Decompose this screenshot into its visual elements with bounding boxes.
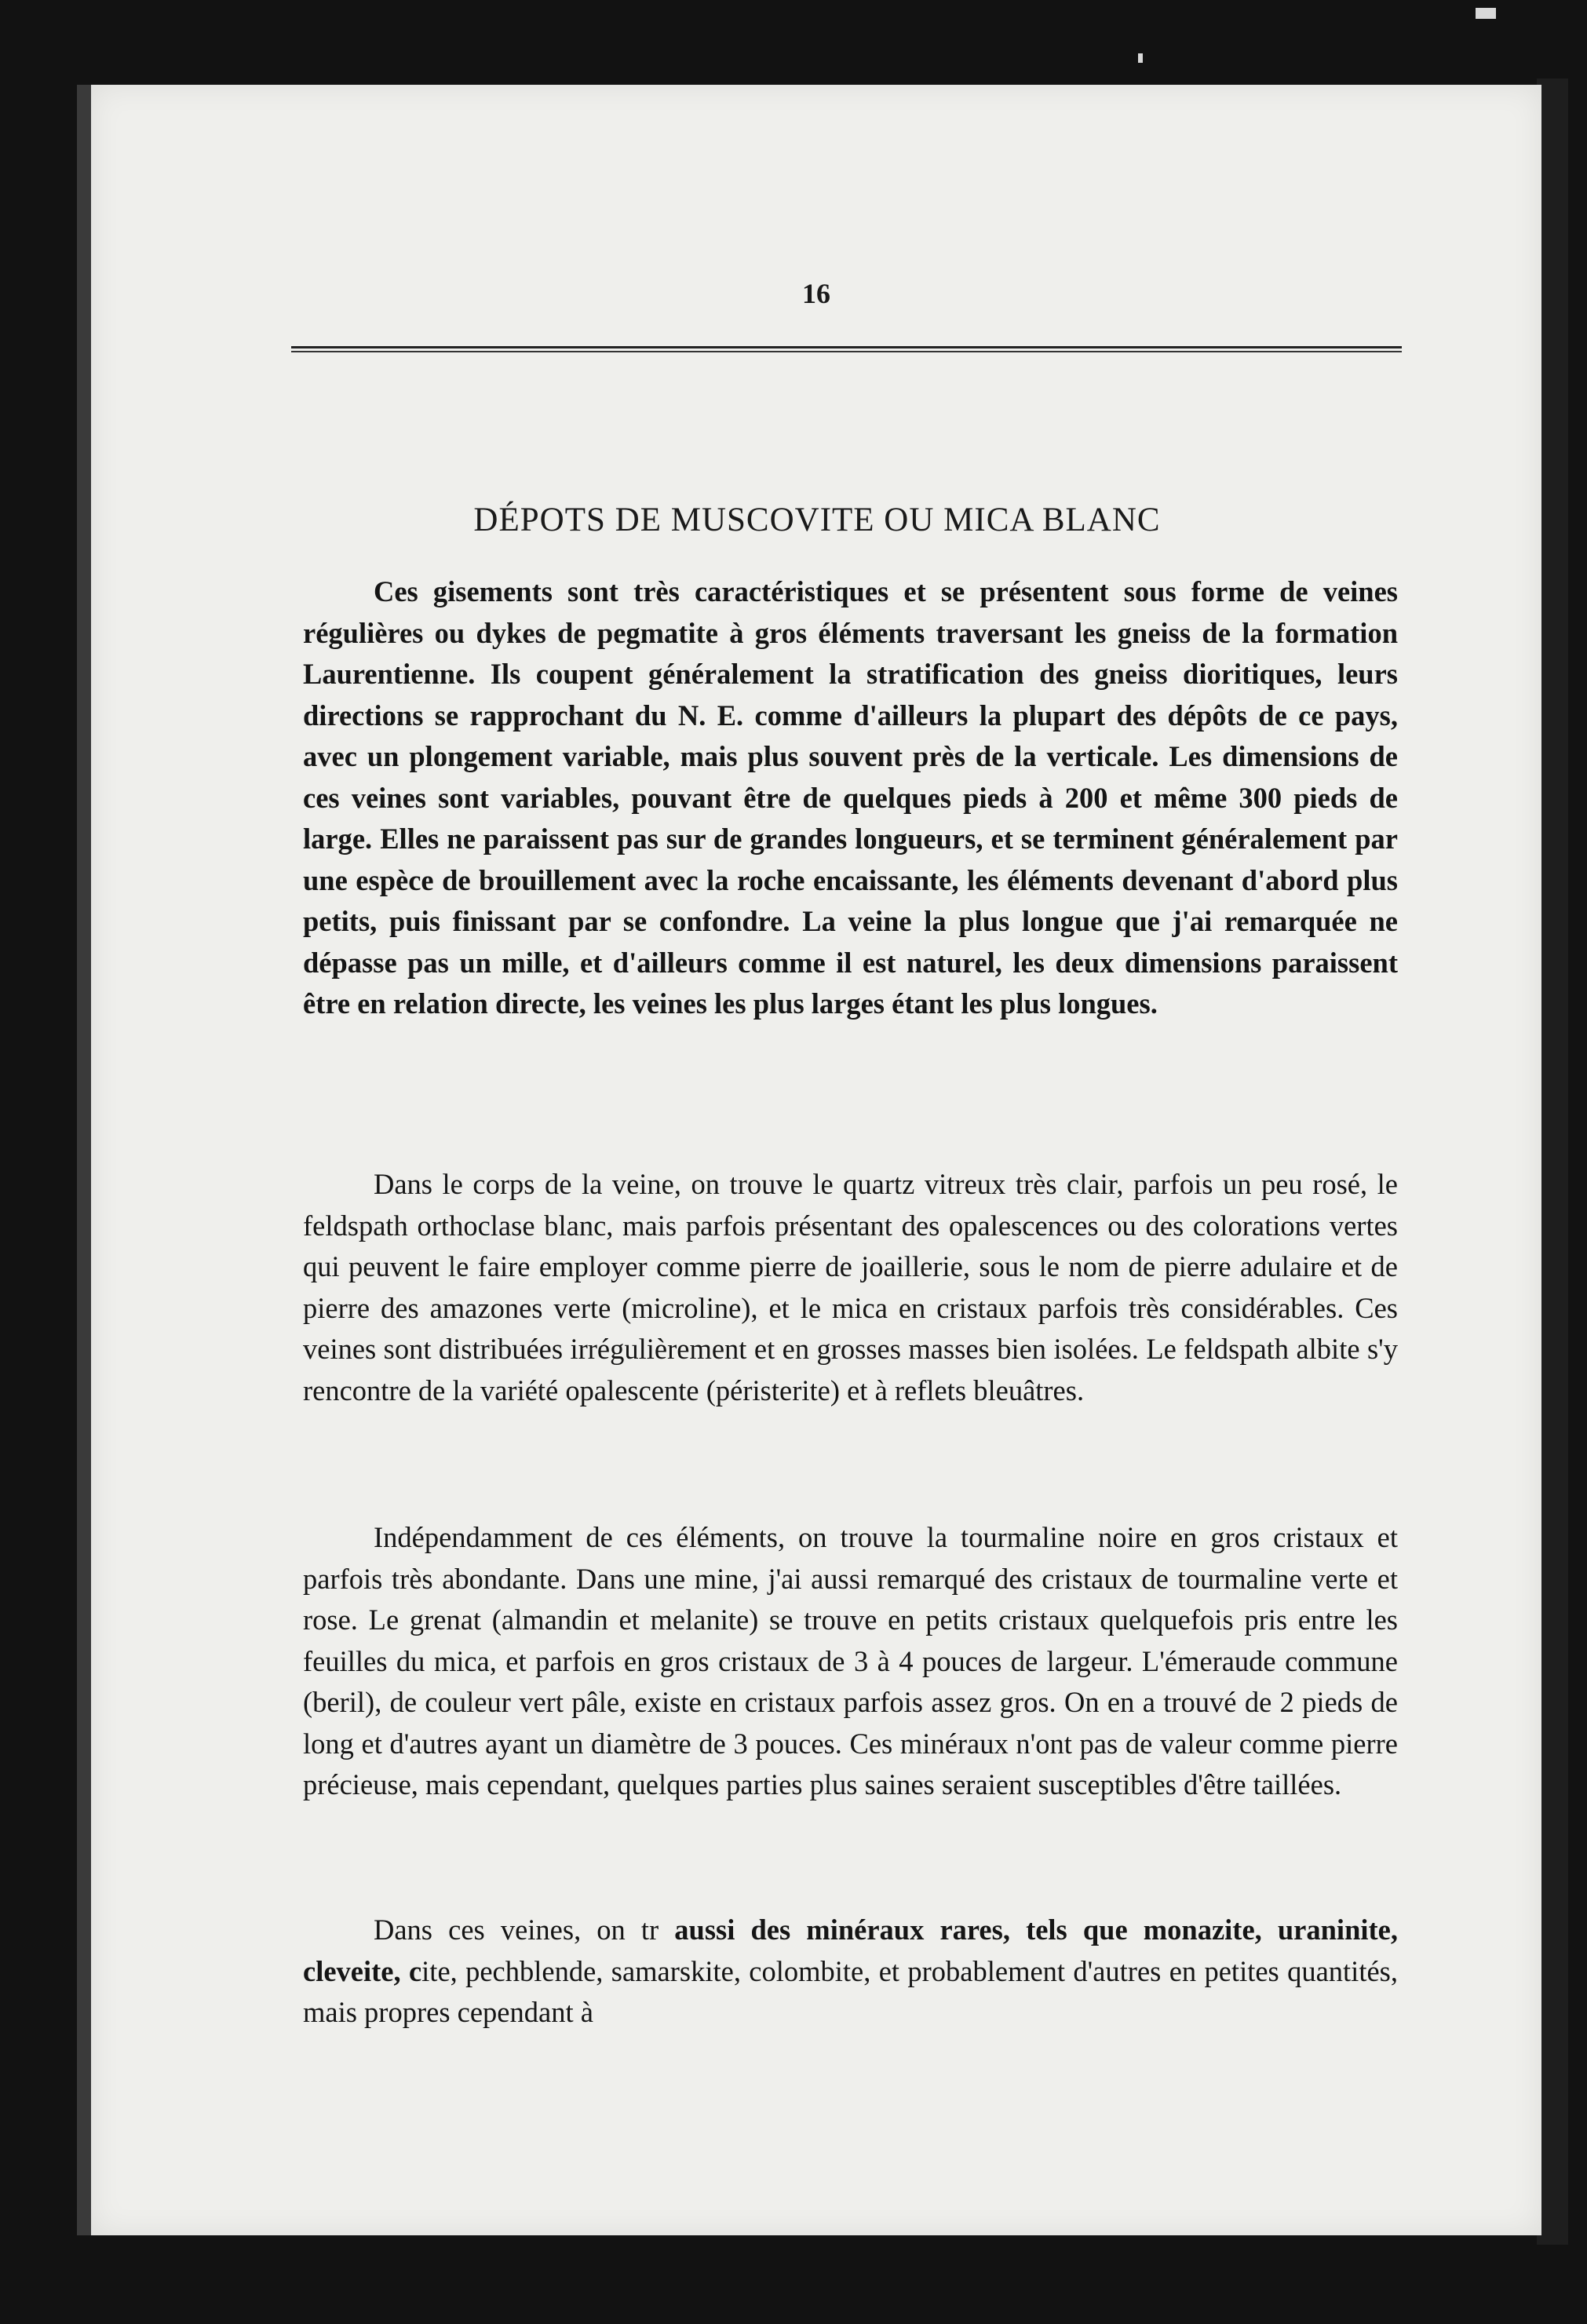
header-rule-thick <box>291 346 1402 348</box>
page-number: 16 <box>802 278 830 309</box>
scan-speck <box>1476 8 1496 19</box>
paragraph-3 <box>303 1517 1398 1806</box>
header-rule-thin <box>291 351 1402 352</box>
paragraph-2-text: Dans le corps de la veine, on trouve le quartz vitreux très clair, parfois un peu rosé, le feldspath orthoclase blanc, mais parfois présentant des opalescences ou des colorations vertes qui peuvent le faire employer comme pierre de joaillerie, sous le nom de pierre adulaire et de pierre des amazones verte (microline), et le mica en cristaux parfois très considérables. Ces veines sont distribuées irrégulièrement et en grosses masses bien isolées. Le feldspath albite s'y rencontre de la variété opalescente (péristerite) et à reflets bleuâtres. <box>303 1168 1398 1406</box>
header-rule <box>291 346 1402 354</box>
paragraph-4-bold: aussi des minéraux rares, tels que monazite, uraninite, cleveite, c <box>303 1914 1398 1987</box>
document-page <box>91 85 1541 2235</box>
paragraph-1-text: Ces gisements sont très caractéristiques et se présentent sous forme de veines régulières ou dykes de pegmatite à gros éléments traversant les gneiss de la formation Laurentienne. Ils coupent généralement la stratification des gneiss dioritiques, leurs directions se rapprochant du N. E. comme d'ailleurs la plupart des dépôts de ce pays, avec un plongement variable, mais plus souvent près de la verticale. Les dimensions de ces veines sont variables, pouvant être de quelques pieds à 200 et même 300 pieds de large. Elles ne paraissent pas sur de grandes longueurs, et se terminent généralement par une espèce de brouillement avec la roche encaissante, les éléments devenant d'abord plus petits, puis finissant par se confondre. La veine la plus longue que j'ai remarquée ne dépasse pas un mille, et d'ailleurs comme il est naturel, les deux dimensions paraissent être en relation directe, les veines les plus larges étant les plus longues. <box>303 575 1398 1020</box>
section-title: DÉPOTS DE MUSCOVITE OU MICA BLANC <box>473 502 1161 538</box>
paragraph-4-start: Dans ces veines, on tr <box>374 1914 659 1946</box>
paragraph-1 <box>303 571 1398 1025</box>
paragraph-4-end: ite, pechblende, samarskite, colombite, et probablement d'autres en petites quantités, mais propres cependant à <box>303 1954 1398 2028</box>
scan-speck <box>1138 53 1143 63</box>
scan-border-right <box>1537 78 1568 2245</box>
paragraph-2 <box>303 1164 1398 1411</box>
paragraph-4 <box>303 1910 1398 2034</box>
paragraph-4-text <box>303 1910 1398 2034</box>
paragraph-3-text: Indépendamment de ces éléments, on trouve la tourmaline noire en gros cristaux et parfois très abondante. Dans une mine, j'ai aussi remarqué des cristaux de tourmaline verte et rose. Le grenat (almandin et melanite) se trouve en petits cristaux quelquefois pris entre les feuilles du mica, et parfois en gros cristaux de 3 à 4 pouces de largeur. L'émeraude commune (beril), de couleur vert pâle, existe en cristaux parfois assez gros. On en a trouvé de 2 pieds de long et d'autres ayant un diamètre de 3 pouces. Ces minéraux n'ont pas de valeur comme pierre précieuse, mais cependant, quelques parties plus saines seraient susceptibles d'être taillées. <box>303 1521 1398 1800</box>
